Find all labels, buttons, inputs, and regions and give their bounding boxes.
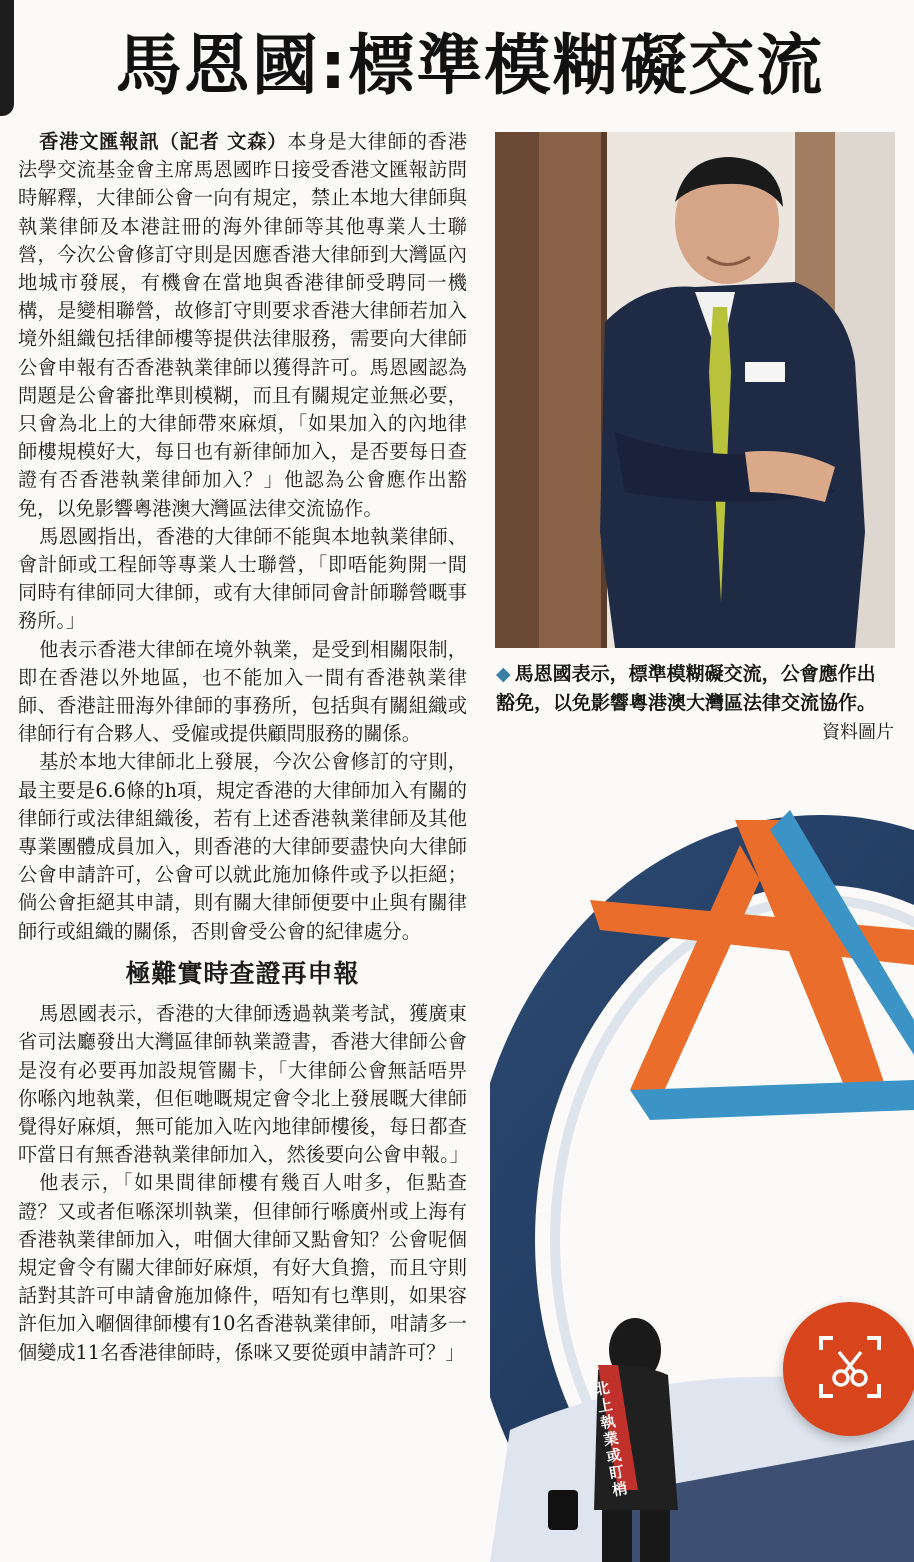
byline: 香港文匯報訊（記者 文森） [39, 130, 288, 153]
article-body [18, 128, 467, 1367]
paragraph-3: 他表示香港大律師在境外執業，是受到相關限制，即在香港以外地區，也不能加入一間有香港執業律師、香港註冊海外律師的事務所，包括與有關組織或律師行有合夥人、受僱或提供顧問服務的關係。 [18, 637, 467, 746]
portrait-photo [495, 132, 895, 648]
photo-credit: 資料圖片 [822, 722, 894, 743]
paragraph-6: 他表示，「如果間律師樓有幾百人咁多，佢點查證？又或者佢喺深圳執業，但律師行喺廣州或上海有香港執業律師加入，咁個大律師又點會知？公會呢個規定會令有關大律師好麻煩，有好大負擔，而且守則話對其許可申請會施加條件，唔知有乜準則，如果容許佢加入嗰個律師樓有10名香港執業律師，咁請多一個變成11名香港律師時，係咪又要從頭申請許可？」 [18, 1171, 467, 1364]
caption-marker: ◆ [496, 663, 511, 685]
paragraph-4: 基於本地大律師北上發展，今次公會修訂的守則，最主要是6.6條的h項，規定香港的大律師加入有關的律師行或法律組織後，若有上述香港執業律師及其他專業團體成員加入，則香港的大律師要盡快向大律師公會申請許可，公會可以就此施加條件或予以拒絕；倘公會拒絕其申請，則有關大律師便要中止與有關律師行或組織的關係，否則會受公會的紀律處分。 [18, 750, 467, 943]
figure-sash-text: 北上執業或盯梢 [593, 1378, 629, 1500]
top-edge-tab [0, 0, 14, 116]
caption-text: 馬恩國表示，標準模糊礙交流，公會應作出豁免，以免影響粵港澳大灣區法律交流協作。 [496, 663, 877, 714]
screenshot-scissors-icon [817, 1334, 883, 1400]
editorial-illustration [490, 790, 914, 1562]
photo-caption [496, 660, 894, 747]
paragraph-1: 香港文匯報訊（記者 文森）本身是大律師的香港法學交流基金會主席馬恩國昨日接受香港文匯報訪問時解釋，大律師公會一向有規定，禁止本地大律師與執業律師及本港註冊的海外律師等其他專業人士聯營，今次公會修訂守則是因應香港大律師到大灣區內地城市發展，有機會在當地與香港律師受聘同一機構，是變相聯營，故修訂守則要求香港大律師若加入境外組織包括律師樓等提供法律服務，需要向大律師公會申報有否香港執業律師以獲得許可。馬恩國認為問題是公會審批準則模糊，而且有關規定並無必要，只會為北上的大律師帶來麻煩，「如果加入的內地律師樓規模好大，每日也有新律師加入，是否要每日查證有否香港執業律師加入？」他認為公會應作出豁免，以免影響粵港澳大灣區法律交流協作。 [18, 130, 468, 520]
subheading: 極難實時查證再申報 [125, 958, 360, 988]
paragraph-5: 馬恩國表示，香港的大律師透過執業考試，獲廣東省司法廳發出大灣區律師執業證書，香港大律師公會是沒有必要再加設規管關卡，「大律師公會無話唔畀你喺內地執業，但佢哋嘅規定會令北上發展嘅大律師覺得好麻煩，無可能加入咗內地律師樓後，每日都查吓當日有無香港執業律師加入，然後要向公會申報。」 [18, 1002, 469, 1167]
screenshot-crop-button[interactable] [783, 1302, 914, 1436]
ring-and-figure-graphic [490, 790, 914, 1562]
portrait-illustration [495, 132, 895, 648]
headline: 馬恩國:標準模糊礙交流 [115, 27, 825, 104]
paragraph-2: 馬恩國指出，香港的大律師不能與本地執業律師、會計師或工程師等專業人士聯營，「即唔能夠開一間同時有律師同大律師，或有大律師同會計師聯營嘅事務所。」 [18, 524, 467, 633]
